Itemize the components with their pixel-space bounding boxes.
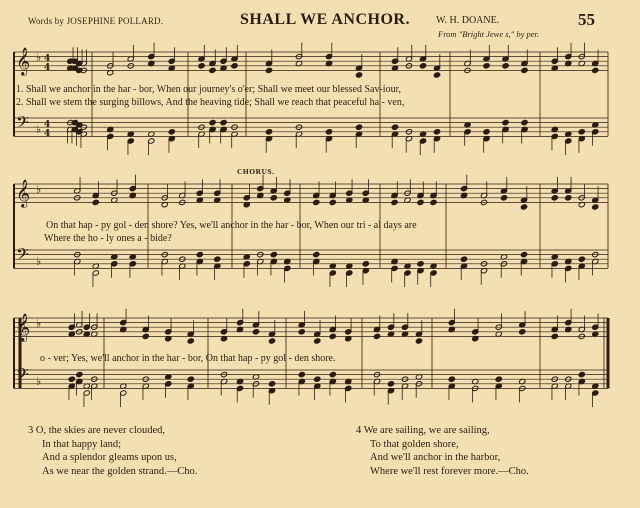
note-head [578, 129, 585, 135]
note-head [92, 199, 99, 205]
note-head [355, 124, 362, 130]
note-head [433, 72, 440, 78]
note-head [592, 67, 599, 73]
note-head [362, 261, 369, 267]
note-head [168, 129, 175, 135]
note-head [209, 67, 216, 73]
verse-line: To that golden shore, [370, 438, 459, 450]
note-head [68, 376, 75, 382]
note-head [551, 195, 558, 201]
note-head [483, 63, 490, 69]
note-head [325, 129, 332, 135]
note-head [521, 67, 528, 73]
note-head [214, 256, 221, 262]
system3-lyrics: o - ver; Yes, we'll anchor in the har - bor, On that hap - py gol - den shore. [40, 353, 336, 364]
verse-line: As we near the golden strand.—Cho. [42, 465, 198, 477]
treble-clef: 𝄞 [16, 179, 31, 207]
time-signature: 4 [44, 54, 51, 64]
note-head [448, 376, 455, 382]
treble-clef: 𝄞 [16, 47, 31, 75]
system2-lyrics-line2: Where the ho - ly ones a - bide? [44, 233, 172, 244]
time-signature: 4 [44, 129, 51, 139]
note-head [502, 120, 509, 126]
note-head [298, 329, 305, 335]
note-head [578, 256, 585, 262]
time-signature: 4 [44, 120, 51, 130]
verse-line: In that happy land; [42, 438, 122, 450]
note-head [265, 129, 272, 135]
bass-clef: 𝄢 [16, 364, 29, 388]
note-head [483, 129, 490, 135]
verse-line: And we'll anchor in the harbor, [370, 452, 501, 463]
note-head [519, 329, 526, 335]
system1-verse2-lyrics: 2. Shall we stem the surging billows, And the heaving tide; Shall we reach that peaceful ha - ven, [16, 97, 405, 108]
note-head [430, 199, 437, 205]
note-head [578, 372, 585, 378]
note-head [520, 204, 527, 210]
note-head [209, 120, 216, 126]
verse-number: 3 [28, 425, 34, 436]
note-head [460, 256, 467, 262]
system1-verse1-lyrics: 1. Shall we anchor in the har - bor, When our journey's o'er; Shall we meet our blessed Sav-iour, [16, 84, 402, 95]
note-head [198, 63, 205, 69]
note-head [592, 204, 599, 210]
bass-clef: 𝄢 [16, 112, 29, 136]
bass-clef: 𝄢 [16, 244, 29, 268]
note-head [329, 333, 336, 339]
key-flat: ♭ [36, 317, 42, 330]
note-head [314, 376, 321, 382]
note-head [419, 63, 426, 69]
verse-number: 4 [356, 425, 362, 436]
note-head [270, 195, 277, 201]
note-head [415, 338, 422, 344]
note-head [551, 333, 558, 339]
note-head [313, 252, 320, 258]
note-head [433, 129, 440, 135]
note-head [565, 195, 572, 201]
note-head [329, 372, 336, 378]
note-head [314, 338, 321, 344]
key-flat: ♭ [36, 255, 42, 268]
words-by-credit: Words by JOSEPHINE POLLARD. [28, 16, 164, 26]
note-head [520, 252, 527, 258]
note-head [500, 195, 507, 201]
key-flat: ♭ [36, 375, 42, 388]
note-head [76, 372, 83, 378]
treble-clef: 𝄞 [16, 313, 31, 341]
note-head [391, 124, 398, 130]
verse-line: We are sailing, we are sailing, [363, 425, 490, 436]
note-head [187, 338, 194, 344]
page-number: 55 [578, 10, 595, 29]
note-head [313, 199, 320, 205]
note-head [417, 199, 424, 205]
note-head [502, 63, 509, 69]
note-head [355, 72, 362, 78]
source-credit: From "Bright Jewe s," by per. [438, 29, 540, 39]
note-head [373, 333, 380, 339]
note-head [521, 120, 528, 126]
key-flat: ♭ [36, 183, 42, 196]
note-head [268, 381, 275, 387]
time-signature: 4 [44, 63, 51, 73]
note-head [270, 252, 277, 258]
note-head [391, 199, 398, 205]
note-head [187, 376, 194, 382]
verse-line: And a splendor gleams upon us, [42, 452, 177, 463]
note-head [196, 252, 203, 258]
verse-4 [356, 424, 529, 478]
note-head [417, 261, 424, 267]
note-head [265, 67, 272, 73]
note-head [142, 333, 149, 339]
note-head [387, 381, 394, 387]
hymn-title: SHALL WE ANCHOR. [240, 11, 410, 28]
system2-lyrics-line1: On that hap - py gol - den shore? Yes, we'll anchor in the har - bor, When our tri - al days are [46, 220, 417, 231]
note-head [231, 63, 238, 69]
note-head [252, 329, 259, 335]
note-head [495, 376, 502, 382]
verse-line: Where we'll rest forever more.—Cho. [370, 465, 529, 477]
verse-3 [28, 424, 197, 478]
key-flat: ♭ [36, 51, 42, 64]
note-head [298, 372, 305, 378]
note-head [220, 120, 227, 126]
note-head [329, 199, 336, 205]
chorus-label: CHORUS. [237, 167, 275, 176]
composer-credit: W. H. DOANE. [436, 15, 500, 26]
key-flat: ♭ [36, 123, 42, 136]
note-head [268, 338, 275, 344]
verse-line: O, the skies are never clouded, [35, 425, 166, 436]
